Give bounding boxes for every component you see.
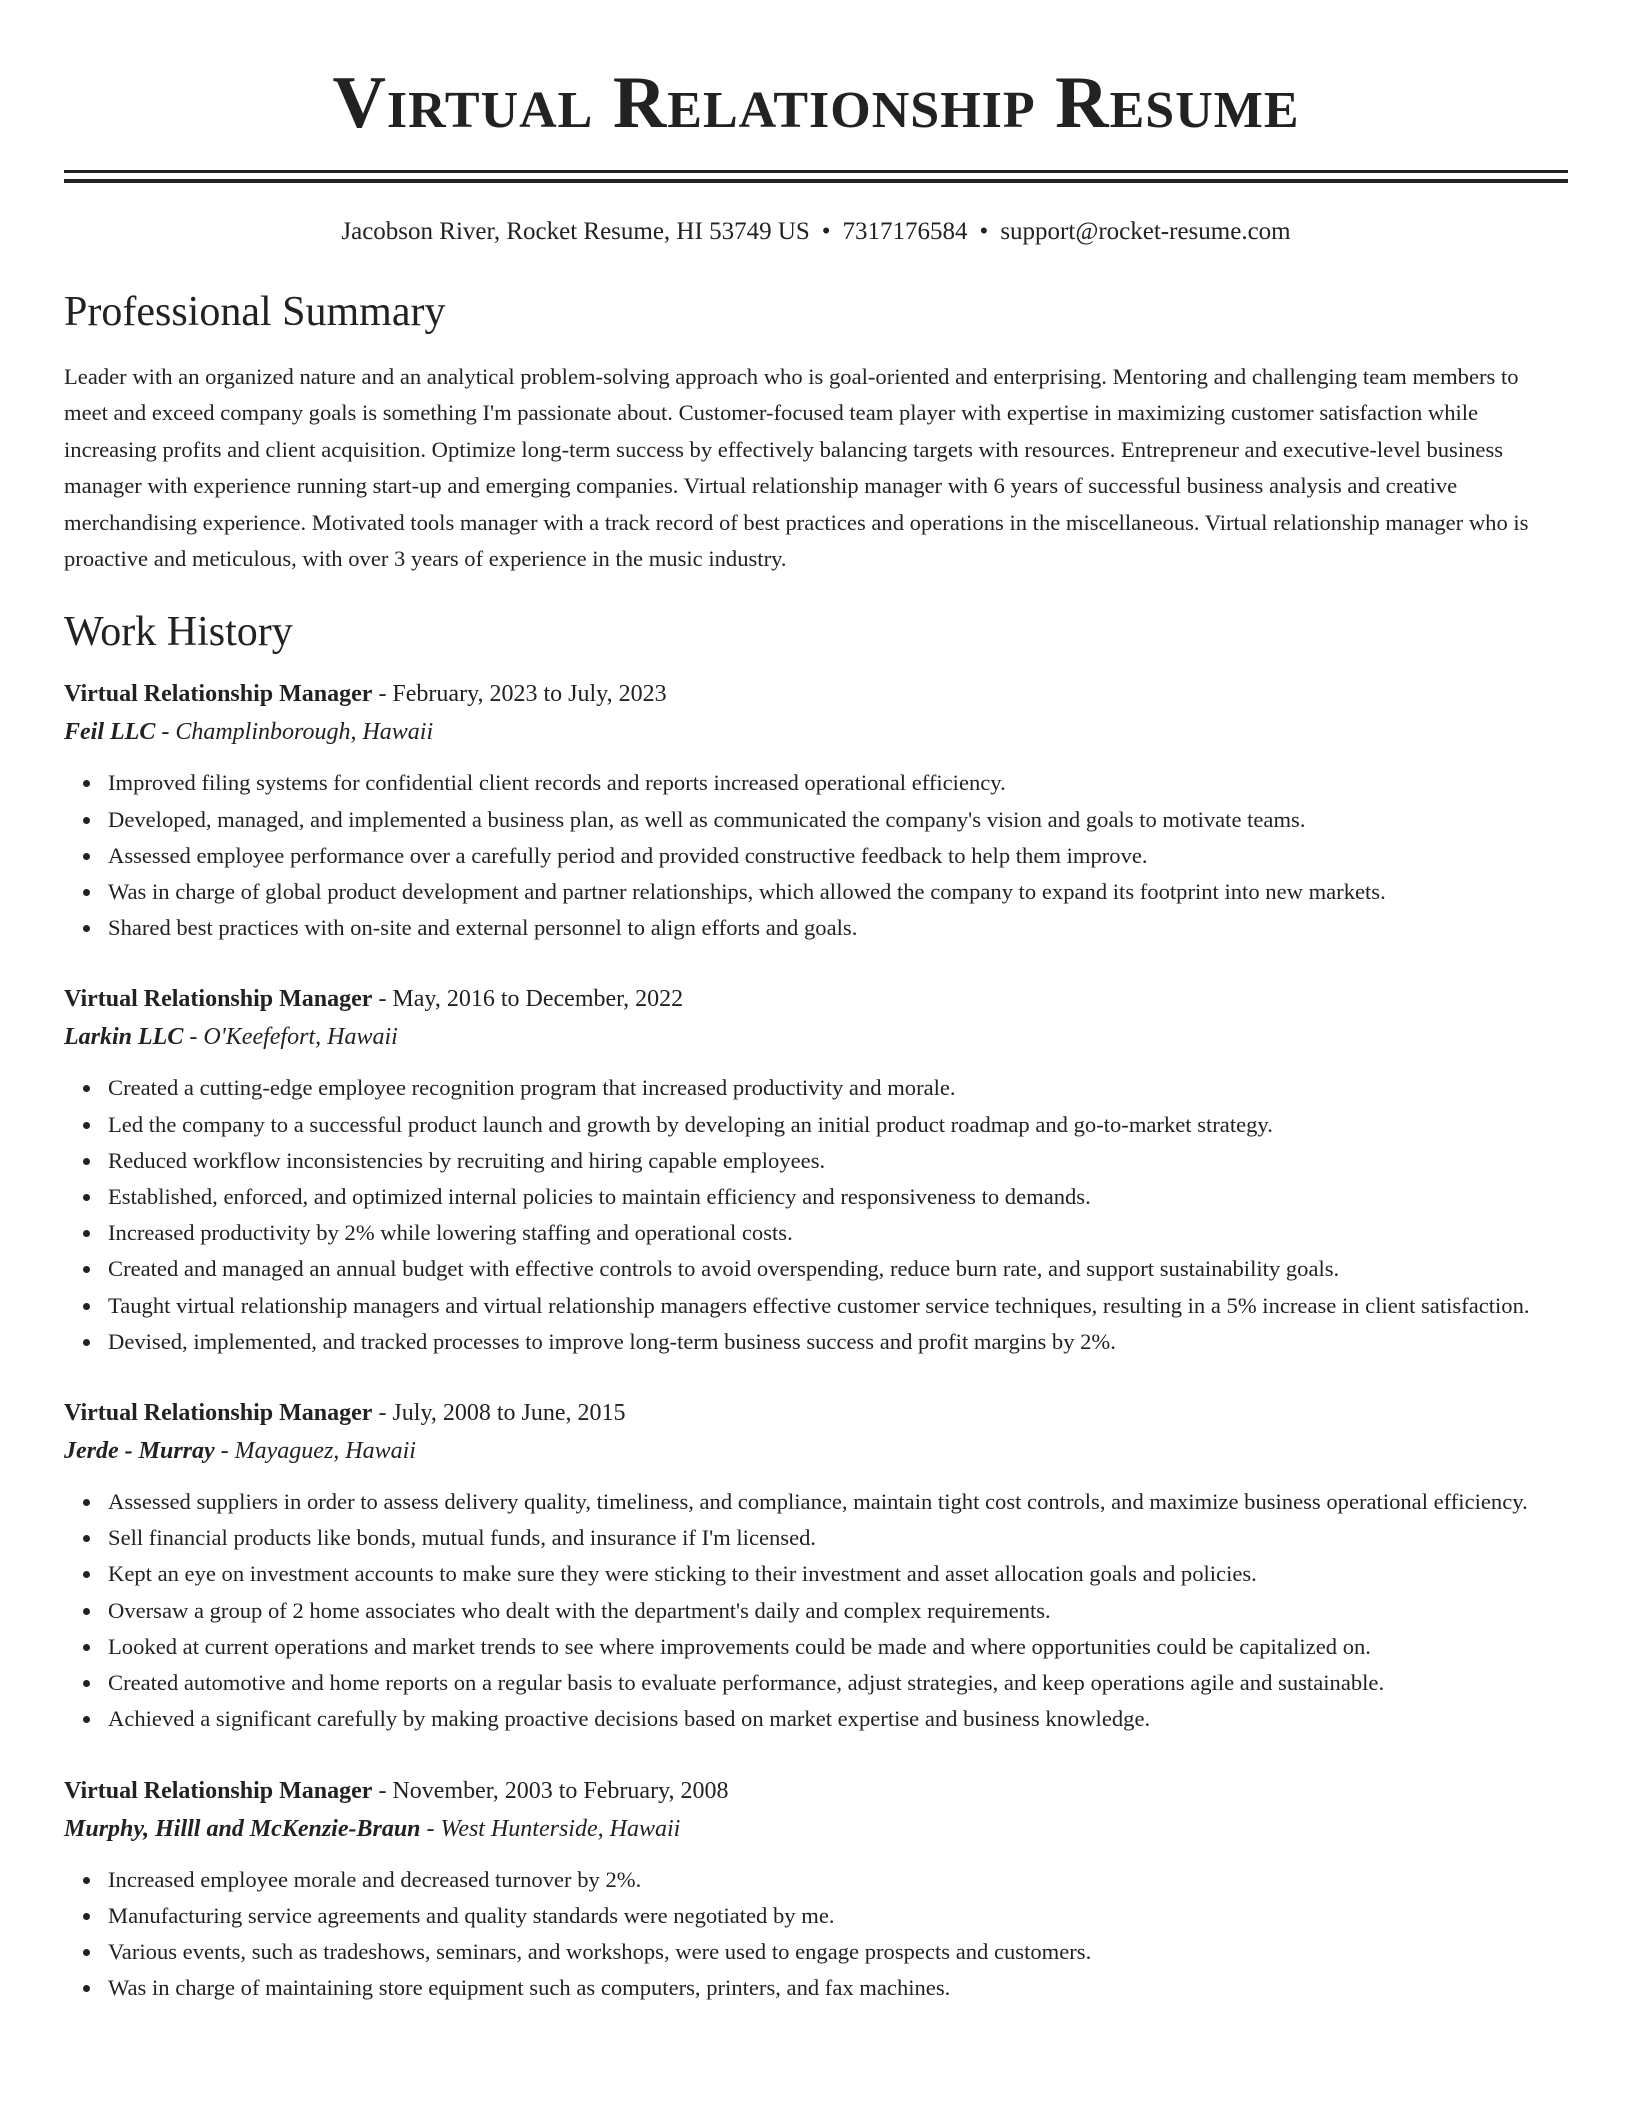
bullet-item: Was in charge of global product development and partner relationships, which allowed the company to expand its footprint into new markets. xyxy=(108,874,1568,910)
bullet-item: Led the company to a successful product launch and growth by developing an initial product roadmap and go-to-market strategy. xyxy=(108,1107,1568,1143)
bullet-item: Achieved a significant carefully by making proactive decisions based on market expertise and business knowledge. xyxy=(108,1701,1568,1737)
company-name: Larkin LLC xyxy=(64,1024,184,1051)
contact-separator: • xyxy=(821,218,831,245)
job-header xyxy=(64,1772,1568,1810)
company-name: Feil LLC xyxy=(64,719,156,746)
job-spacer xyxy=(64,1360,1568,1394)
bullet-item: Created and managed an annual budget with effective controls to avoid overspending, reduce burn rate, and support sustainability goals. xyxy=(108,1251,1568,1287)
company-name: Jerde - Murray xyxy=(64,1438,215,1465)
bullet-item: Created automotive and home reports on a regular basis to evaluate performance, adjust strategies, and keep operations agile and sustainable. xyxy=(108,1665,1568,1701)
company-line xyxy=(64,1432,1568,1470)
bullet-item: Established, enforced, and optimized internal policies to maintain efficiency and responsiveness to demands. xyxy=(108,1179,1568,1215)
job-dates: - May, 2016 to December, 2022 xyxy=(372,986,684,1013)
contact-email: support@rocket-resume.com xyxy=(1000,218,1291,245)
bullet-item: Assessed employee performance over a carefully period and provided constructive feedback to help them improve. xyxy=(108,838,1568,874)
contact-address: Jacobson River, Rocket Resume, HI 53749 US xyxy=(341,218,810,245)
summary-heading: Professional Summary xyxy=(64,289,446,335)
bullet-item: Various events, such as tradeshows, seminars, and workshops, were used to engage prospects and customers. xyxy=(108,1934,1568,1970)
bullet-item: Oversaw a group of 2 home associates who dealt with the department's daily and complex requirements. xyxy=(108,1593,1568,1629)
job-spacer xyxy=(64,946,1568,980)
job-entry xyxy=(64,980,1568,1360)
job-dates: - November, 2003 to February, 2008 xyxy=(372,1777,729,1804)
bullet-item: Manufacturing service agreements and quality standards were negotiated by me. xyxy=(108,1898,1568,1934)
company-line xyxy=(64,1018,1568,1056)
contact-phone: 7317176584 xyxy=(842,218,968,245)
company-name: Murphy, Hilll and McKenzie-Braun xyxy=(64,1815,421,1842)
bullet-item: Taught virtual relationship managers and virtual relationship managers effective customer service techniques, resulting in a 5% increase in client satisfaction. xyxy=(108,1288,1568,1324)
bullet-item: Increased productivity by 2% while lowering staffing and operational costs. xyxy=(108,1215,1568,1251)
job-entry xyxy=(64,675,1568,946)
job-bullets xyxy=(64,1070,1568,1360)
job-dates: - February, 2023 to July, 2023 xyxy=(372,681,667,708)
bullet-item: Reduced workflow inconsistencies by recruiting and hiring capable employees. xyxy=(108,1143,1568,1179)
bullet-item: Improved filing systems for confidential client records and reports increased operational efficiency. xyxy=(108,765,1568,801)
job-bullets xyxy=(64,1484,1568,1737)
bullet-item: Kept an eye on investment accounts to make sure they were sticking to their investment and asset allocation goals and policies. xyxy=(108,1556,1568,1592)
resume-page xyxy=(64,0,1568,2006)
job-title: Virtual Relationship Manager xyxy=(64,1400,373,1427)
job-entry xyxy=(64,1394,1568,1737)
summary-text: Leader with an organized nature and an analytical problem-solving approach who is goal-oriented and enterprising. Mentoring and challenging team members to meet and exceed company goals is something I'm passionate about. Customer-focused team player with expertise in maximizing customer satisfaction while increasing profits and client acquisition. Optimize long-term success by effectively balancing targets with resources. Entrepreneur and executive-level business manager with experience running start-up and emerging companies. Virtual relationship manager with 6 years of successful business analysis and creative merchandising experience. Motivated tools manager with a track record of best practices and operations in the miscellaneous. Virtual relationship manager who is proactive and meticulous, with over 3 years of experience in the music industry. xyxy=(64,364,1529,572)
job-header xyxy=(64,1394,1568,1432)
company-line xyxy=(64,713,1568,751)
bullet-item: Created a cutting-edge employee recognition program that increased productivity and morale. xyxy=(108,1070,1568,1106)
bullet-item: Sell financial products like bonds, mutual funds, and insurance if I'm licensed. xyxy=(108,1520,1568,1556)
job-bullets xyxy=(64,1862,1568,2007)
bullet-item: Increased employee morale and decreased turnover by 2%. xyxy=(108,1862,1568,1898)
title-rule-top xyxy=(64,170,1568,173)
bullet-item: Assessed suppliers in order to assess delivery quality, timeliness, and compliance, maintain tight cost controls, and maximize business operational efficiency. xyxy=(108,1484,1568,1520)
job-title: Virtual Relationship Manager xyxy=(64,681,373,708)
resume-title: Virtual Relationship Resume xyxy=(332,62,1300,144)
company-location: - West Hunterside, Hawaii xyxy=(420,1815,681,1842)
job-title: Virtual Relationship Manager xyxy=(64,986,373,1013)
contact-line xyxy=(64,217,1568,247)
job-dates: - July, 2008 to June, 2015 xyxy=(372,1400,626,1427)
bullet-item: Developed, managed, and implemented a business plan, as well as communicated the company's vision and goals to motivate teams. xyxy=(108,802,1568,838)
work-history-list xyxy=(64,675,1568,2006)
bullet-item: Was in charge of maintaining store equipment such as computers, printers, and fax machines. xyxy=(108,1970,1568,2006)
bullet-item: Shared best practices with on-site and external personnel to align efforts and goals. xyxy=(108,910,1568,946)
bullet-item: Looked at current operations and market trends to see where improvements could be made and where opportunities could be capitalized on. xyxy=(108,1629,1568,1665)
bullet-item: Devised, implemented, and tracked processes to improve long-term business success and profit margins by 2%. xyxy=(108,1324,1568,1360)
company-location: - O'Keefefort, Hawaii xyxy=(183,1024,398,1051)
job-entry xyxy=(64,1772,1568,2007)
job-title: Virtual Relationship Manager xyxy=(64,1777,373,1804)
job-header xyxy=(64,675,1568,713)
job-bullets xyxy=(64,765,1568,946)
work-history-heading: Work History xyxy=(64,609,293,656)
contact-separator: • xyxy=(979,218,989,245)
job-header xyxy=(64,980,1568,1018)
company-location: - Mayaguez, Hawaii xyxy=(214,1438,416,1465)
title-rule-bottom xyxy=(64,179,1568,183)
company-location: - Champlinborough, Hawaii xyxy=(155,719,434,746)
company-line xyxy=(64,1810,1568,1848)
job-spacer xyxy=(64,1738,1568,1772)
